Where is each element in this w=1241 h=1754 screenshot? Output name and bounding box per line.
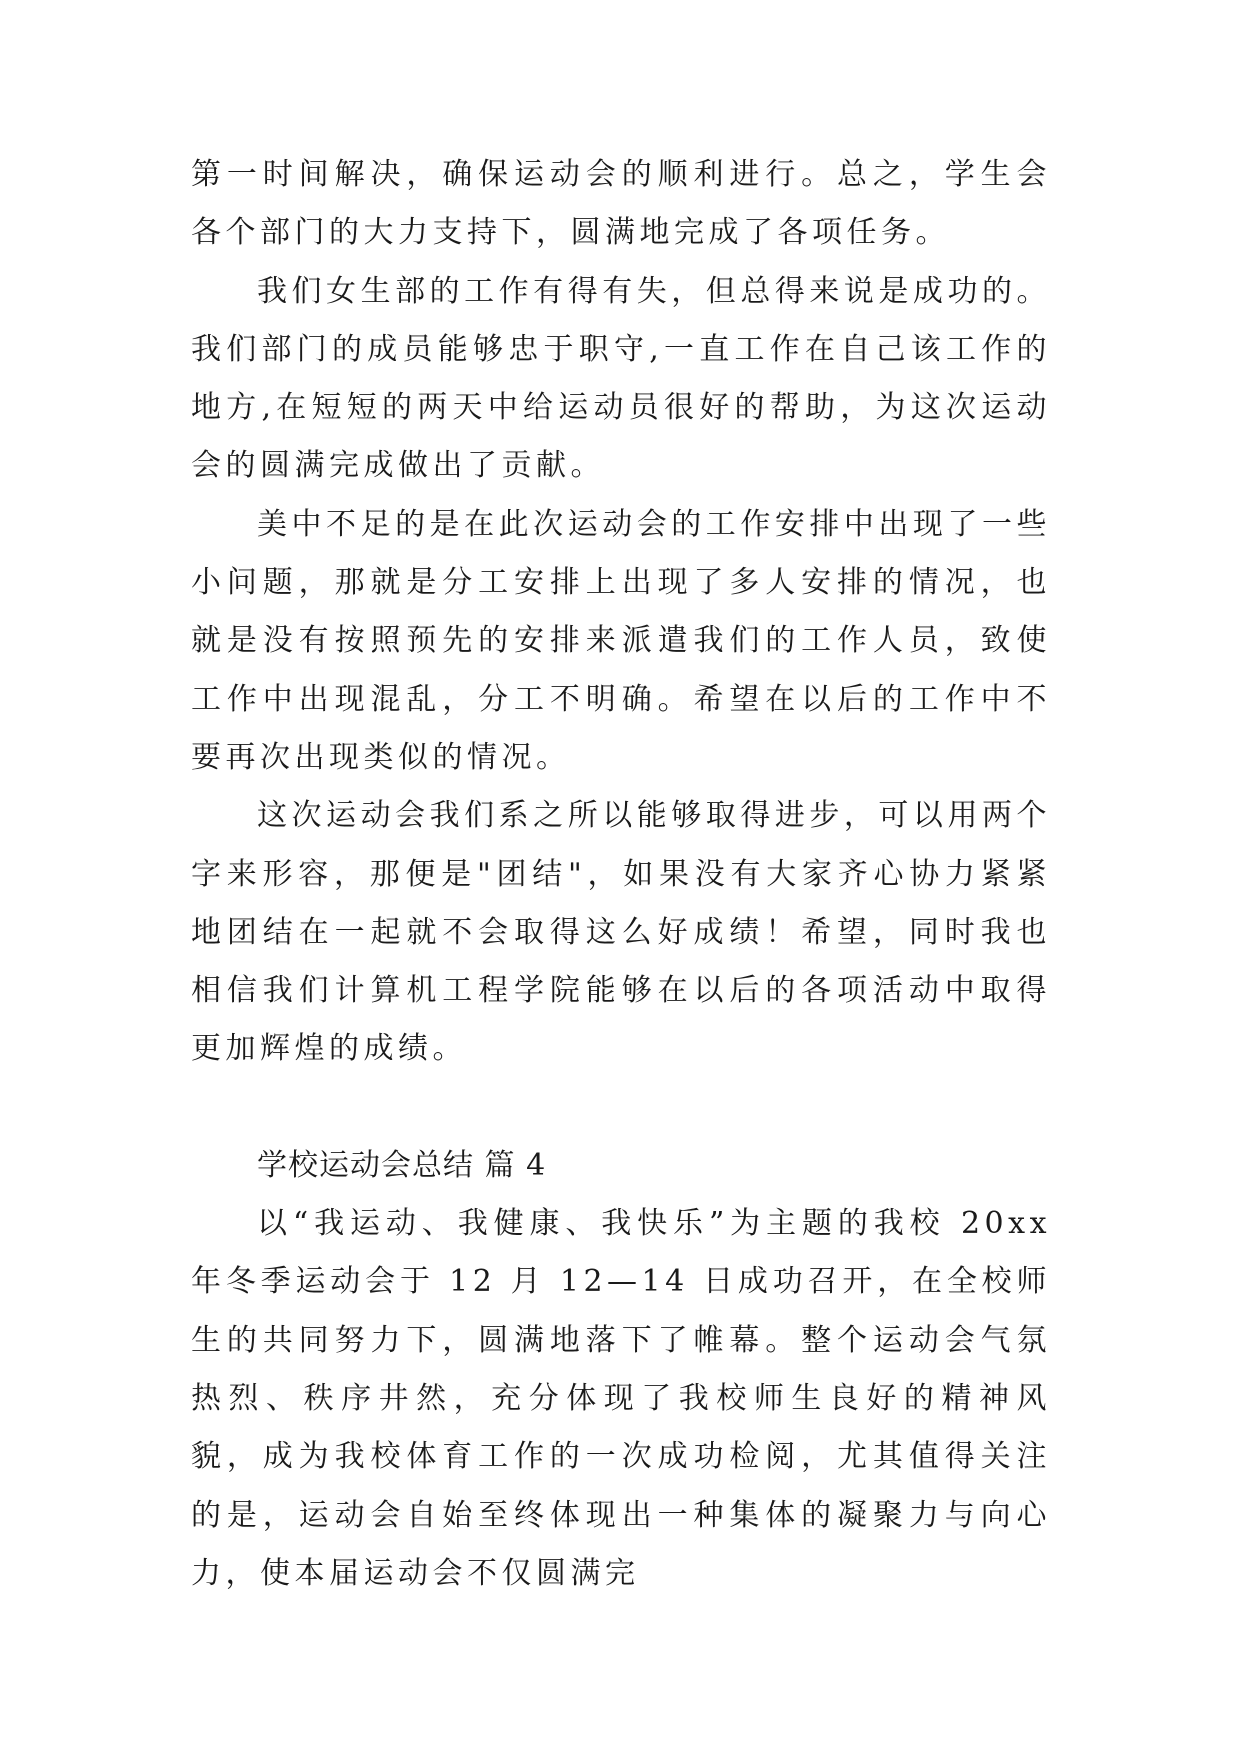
paragraph-1: 第一时间解决，确保运动会的顺利进行。总之，学生会各个部门的大力支持下，圆满地完成了各项任务。 xyxy=(191,157,1051,251)
paragraph-2: 我们女生部的工作有得有失，但总得来说是成功的。我们部门的成员能够忠于职守,一直工作在自己该工作的地方,在短短的两天中给运动员很好的帮助，为这次运动会的圆满完成做出了贡献。 xyxy=(191,273,1051,484)
section-paragraph: 以“我运动、我健康、我快乐”为主题的我校 20xx 年冬季运动会于 12 月 12—14 日成功召开，在全校师生的共同努力下，圆满地落下了帷幕。整个运动会气氛热烈、秩序井然，充分体现了我校师生良好的精神风貌，成为我校体育工作的一次成功检阅，尤其值得关注的是，运动会自始至终体现出一种集体的凝聚力与向心力，使本届运动会不仅圆满完 xyxy=(191,1206,1051,1591)
document-body xyxy=(191,146,1051,1603)
paragraph-4: 这次运动会我们系之所以能够取得进步，可以用两个字来形容，那便是"团结"，如果没有大家齐心协力紧紧地团结在一起就不会取得这么好成绩！希望，同时我也相信我们计算机工程学院能够在以后的各项活动中取得更加辉煌的成绩。 xyxy=(191,798,1051,1067)
paragraph-3: 美中不足的是在此次运动会的工作安排中出现了一些小问题，那就是分工安排上出现了多人安排的情况，也就是没有按照预先的安排来派遣我们的工作人员，致使工作中出现混乱，分工不明确。希望在以后的工作中不要再次出现类似的情况。 xyxy=(191,506,1051,775)
section-heading: 学校运动会总结 篇 4 xyxy=(257,1147,547,1183)
